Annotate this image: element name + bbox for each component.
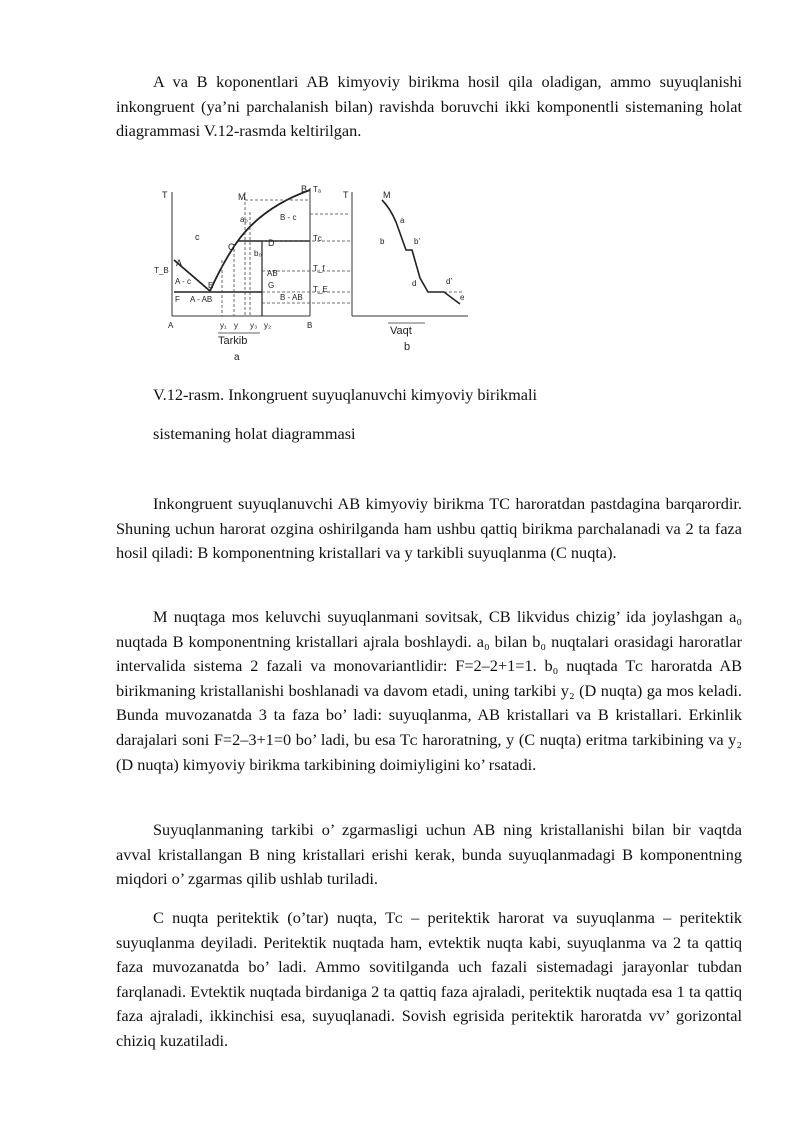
region-c: c <box>195 232 200 242</box>
point-e-a: E <box>208 281 214 290</box>
point-d-a: D <box>268 238 275 248</box>
point-d-prime-b: d’ <box>446 277 453 286</box>
axis-y-label-a: T <box>162 190 168 200</box>
point-e-b: e <box>460 293 465 302</box>
axis-x-label-b: Vaqt <box>390 325 412 337</box>
point-g-a: G <box>268 281 275 290</box>
panel-b <box>343 190 468 353</box>
point-f-a: F <box>175 295 180 304</box>
figure-caption-line2: sistemaning holat diagrammasi <box>153 424 356 443</box>
figure-caption-line1: V.12-rasm. Inkongruent suyuqlanuvchi kimyoviy birikmali <box>153 385 538 404</box>
paragraph-composition: Suyuqlanmaning tarkibi o’ zgarmasligi uchun AB ning kristallanishi bilan bir vaqtda avval kristallangan B ning kristallari erishi kerak, bunda suyuqlanmadagi B komponentning miqdori o’ zgarmas qilib ushlab turiladi. <box>116 820 742 889</box>
point-m-a: M <box>238 192 246 202</box>
panel-a <box>154 184 350 363</box>
point-b-prime-b: b’ <box>414 237 421 246</box>
label-b0: b₀ <box>254 249 262 258</box>
point-d-b: d <box>412 279 417 288</box>
point-c-a: C <box>228 242 235 252</box>
temp-te: T_E <box>313 285 328 294</box>
temp-tc: Tᴄ <box>313 234 322 243</box>
paragraph-stability: Inkongruent suyuqlanuvchi AB kimyoviy birikma TC haroratdan pastdagina barqarordir. Shuning uchun harorat ozgina oshirilganda ham ushbu qattiq birikma parchalanadi va 2 ta faza hosil qiladi: B komponentning kristallari va y tarkibli suyuqlanma (C nuqta). <box>116 494 742 563</box>
panel-letter-a: a <box>234 352 240 363</box>
region-a-ab: A - AB <box>190 295 213 304</box>
x-tick-y2: y₂ <box>264 321 272 330</box>
x-tick-b: B <box>307 321 313 330</box>
paragraph-cooling: M nuqtaga mos keluvchi suyuqlanmani sovitsak, CB likvidus chizig’ ida joylashgan a₀ nuqtada B komponentning kristallari ajrala boshlaydi. a₀ bilan b₀ nuqtalari orasidagi haroratlar intervalida sistema 2 fazali va monovariantlidir: F=2–2+1=1. b₀ nuqtada Tᴄ haroratda AB birikmaning kristallanishi boshlanadi va davom etadi, uning tarkibi y₂ (D nuqta) ga mos keladi. Bunda muvozanatda 3 ta faza bo’ ladi: suyuqlanma, AB kristallari va B kristallari. Erkinlik darajalari soni F=2–3+1=0 bo’ ladi, bu esa Tᴄ haroratning, y (C nuqta) eritma tarkibining va y₂ (D nuqta) kimyoviy birikma tarkibining doimiyligini ko’ rsatadi. <box>116 607 742 774</box>
point-a-b: a <box>400 216 405 225</box>
temp-tb: T_B <box>154 266 169 275</box>
point-a-a: A <box>176 258 183 268</box>
axis-x-label-a: Tarkib <box>218 335 248 347</box>
region-ab: AB <box>267 269 278 278</box>
region-b-ab: B - AB <box>280 293 303 302</box>
axis-y-label-b: T <box>343 190 349 200</box>
point-b-a: B <box>301 184 308 194</box>
x-tick-y: y <box>234 321 238 330</box>
point-b-b: b <box>380 237 385 246</box>
temp-tf: T_f <box>313 264 325 273</box>
region-a-c: A - c <box>175 277 192 286</box>
phase-diagram-figure <box>150 178 480 363</box>
x-ticks-a <box>168 321 312 330</box>
region-b-c: B - c <box>280 213 297 222</box>
temp-ta: Tₐ <box>313 185 321 194</box>
phase-diagram-svg <box>150 178 480 363</box>
paragraph-peritectic: C nuqta peritektik (o’tar) nuqta, Tᴄ – peritektik harorat va suyuqlanma – peritektik suyuqlanma deyiladi. Peritektik nuqtada ham, evtektik nuqta kabi, suyuqlanma va 2 ta qattiq faza muvozanatda bo’ ladi. Ammo sovitilganda uch fazali sistemadagi jarayonlar tubdan farqlanadi. Evtektik nuqtada birdaniga 2 ta qattiq faza ajraladi, peritektik nuqtada esa 1 ta qattiq faza ajraladi, ikkinchisi esa, suyuqlanadi. Sovish egrisida peritektik haroratda vv’ gorizontal chiziq kuzatiladi. <box>116 908 742 1050</box>
x-tick-y3: y₃ <box>250 321 258 330</box>
x-tick-y1: y₁ <box>220 321 227 330</box>
panel-letter-b: b <box>404 341 411 353</box>
label-a0: a₀ <box>240 215 248 224</box>
paragraph-intro: A va B koponentlari AB kimyoviy birikma hosil qila oladigan, ammo suyuqlanishi inkongruent (ya’ni parchalanish bilan) ravishda boruvchi ikki komponentli sistemaning holat diagrammasi V.12-rasmda keltirilgan. <box>116 72 742 141</box>
x-tick-a: A <box>168 321 174 330</box>
point-m-b: M <box>383 190 391 200</box>
